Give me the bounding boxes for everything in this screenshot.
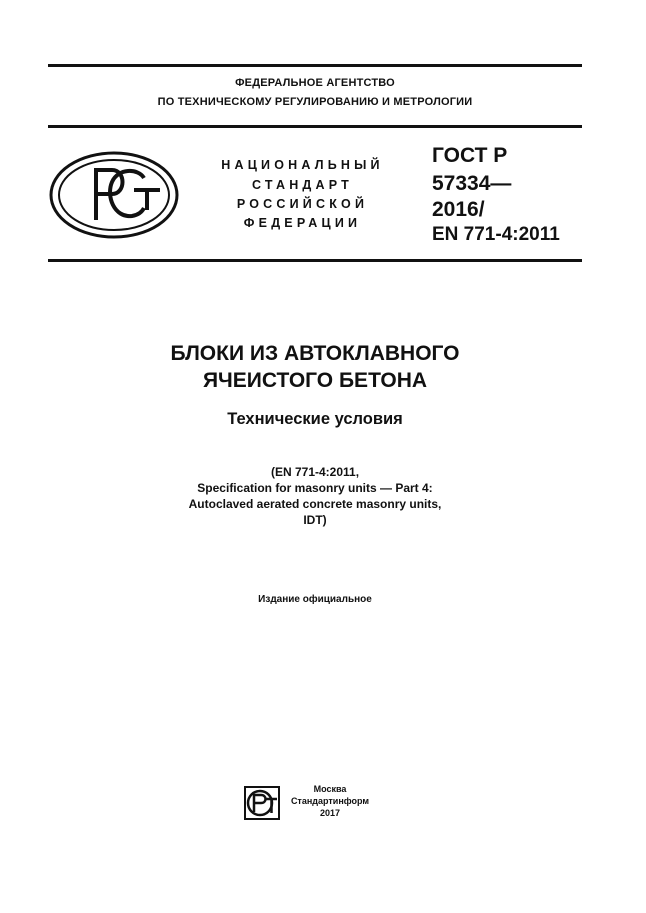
- agency-line-1: ФЕДЕРАЛЬНОЕ АГЕНТСТВО: [235, 77, 395, 89]
- designation-line-4: EN 771-4:2011: [432, 224, 560, 245]
- designation-line-1: ГОСТ Р: [432, 144, 508, 167]
- header-rule: [48, 125, 582, 128]
- agency-line-2: ПО ТЕХНИЧЕСКОМУ РЕГУЛИРОВАНИЮ И МЕТРОЛОГИИ: [157, 96, 473, 108]
- document-title-line-1: БЛОКИ ИЗ АВТОКЛАВНОГО: [170, 342, 460, 365]
- reference-line-3: Autoclaved aerated concrete masonry units,: [188, 497, 442, 511]
- title-block-rule: [48, 259, 582, 262]
- edition-note: Издание официальное: [258, 594, 372, 605]
- top-rule: [48, 64, 582, 67]
- standartinform-logo-icon: [244, 786, 280, 820]
- reference-line-2: Specification for masonry units — Part 4:: [197, 481, 433, 495]
- document-subtitle: Технические условия: [227, 410, 403, 428]
- document-title-line-2: ЯЧЕИСТОГО БЕТОНА: [202, 369, 428, 392]
- reference-line-4: IDT): [303, 513, 327, 527]
- designation-line-3: 2016/: [432, 198, 485, 221]
- standard-type-line-4: ФЕДЕРАЦИИ: [243, 216, 362, 230]
- publisher-name: Стандартинформ: [290, 796, 370, 806]
- gost-r-emblem-icon: [48, 150, 180, 240]
- designation-line-2: 57334—: [432, 172, 512, 195]
- standard-type-line-2: СТАНДАРТ: [252, 178, 353, 192]
- standard-type-line-3: РОССИЙСКОЙ: [236, 197, 369, 211]
- reference-line-1: (EN 771-4:2011,: [270, 465, 360, 479]
- publisher-city: Москва: [313, 784, 347, 794]
- standard-type-line-1: НАЦИОНАЛЬНЫЙ: [221, 158, 384, 172]
- publisher-year: 2017: [319, 808, 341, 818]
